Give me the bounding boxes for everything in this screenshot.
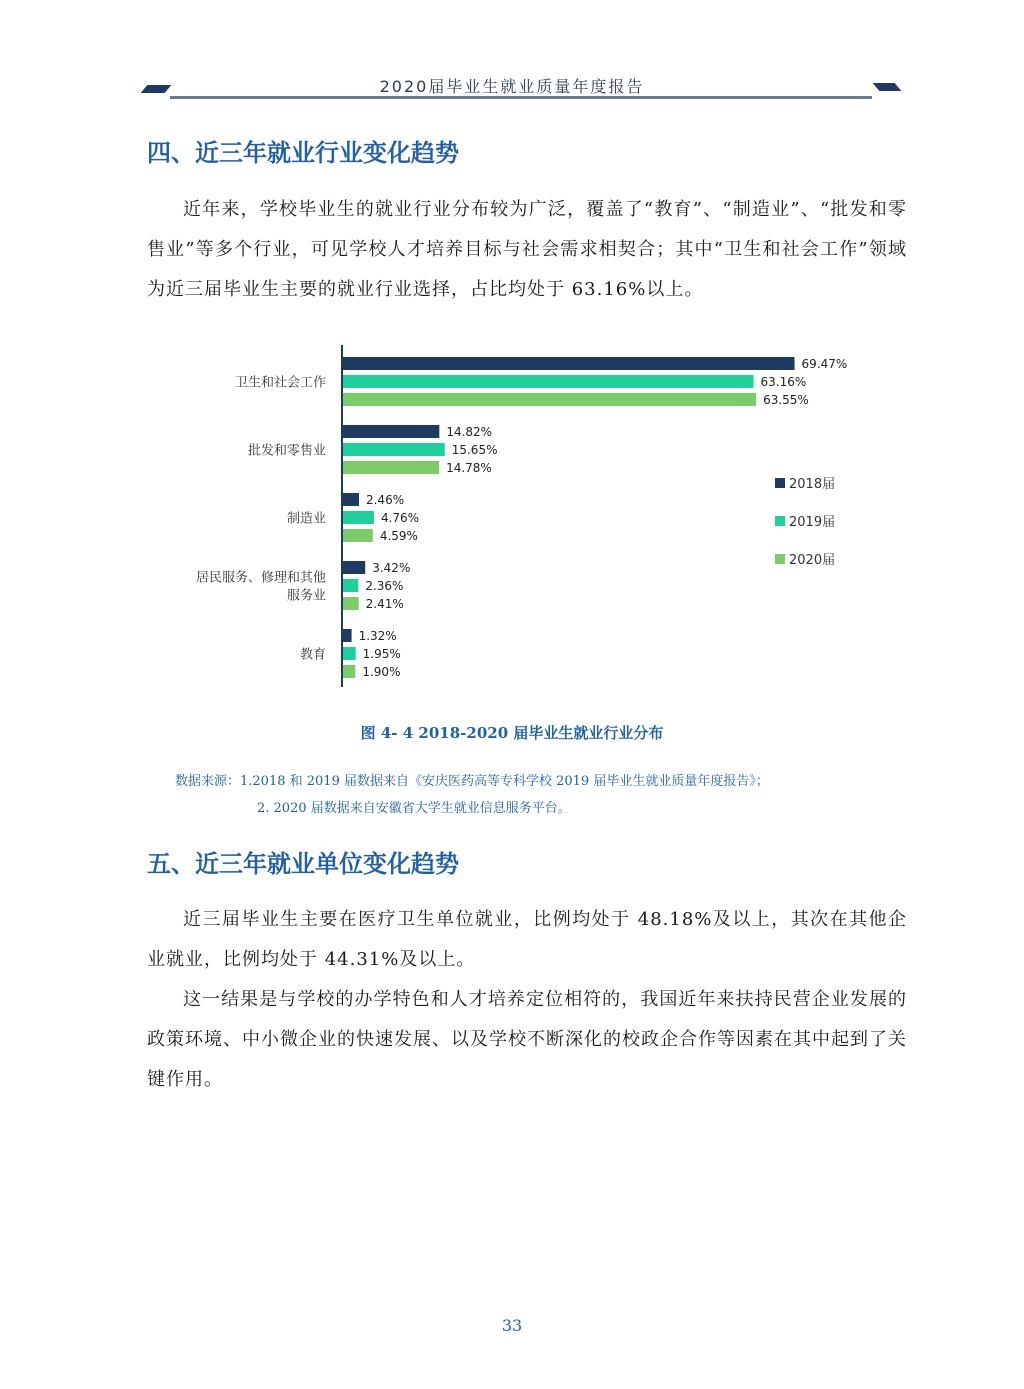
data-label: 15.65% <box>451 443 498 457</box>
legend-label: 2020届 <box>789 553 836 568</box>
bar <box>343 629 352 642</box>
bar <box>343 393 756 406</box>
category-label: 居民服务、修理和其他 <box>195 570 326 586</box>
bar <box>343 579 358 592</box>
industry-chart <box>130 335 890 695</box>
figure-source-line2: 2. 2020 届数据来自安徽省大学生就业信息服务平台。 <box>257 801 571 816</box>
page-number: 33 <box>501 1316 523 1335</box>
data-label: 14.82% <box>446 425 493 439</box>
legend-swatch <box>775 516 785 526</box>
bar <box>343 443 445 456</box>
bar <box>343 529 373 542</box>
bar <box>343 493 359 506</box>
data-label: 63.16% <box>760 375 807 389</box>
data-label: 1.90% <box>362 665 401 679</box>
section5-paragraph2: 这一结果是与学校的办学特色和人才培养定位相符的，我国近年来扶持民营企业发展的政策环境、中小微企业的快速发展、以及学校不断深化的校政企合作等因素在其中起到了关键作用。 <box>147 989 907 1090</box>
page-header <box>0 0 1024 110</box>
bar <box>343 561 365 574</box>
legend-label: 2018届 <box>789 477 836 492</box>
data-label: 2.46% <box>365 493 405 507</box>
category-label: 卫生和社会工作 <box>234 375 326 391</box>
legend-swatch <box>775 554 785 564</box>
section4-heading: 四、近三年就业行业变化趋势 <box>147 139 459 167</box>
data-label: 1.95% <box>362 647 401 661</box>
header-title: 2020届毕业生就业质量年度报告 <box>379 77 645 96</box>
data-label: 63.55% <box>763 393 809 407</box>
industry-bar-chart <box>130 335 890 695</box>
data-label: 4.59% <box>379 529 418 543</box>
bar <box>343 357 795 370</box>
category-label: 批发和零售业 <box>247 443 326 459</box>
bar <box>343 511 374 524</box>
legend-swatch <box>775 478 785 488</box>
category-label: 教育 <box>299 647 326 663</box>
section5-heading: 五、近三年就业单位变化趋势 <box>147 850 459 878</box>
data-label: 3.42% <box>372 561 411 575</box>
data-label: 69.47% <box>801 357 848 371</box>
bar <box>343 461 439 474</box>
data-label: 2.36% <box>365 579 404 593</box>
bar <box>343 665 355 678</box>
bar <box>343 647 356 660</box>
section5-paragraph1: 近三届毕业生主要在医疗卫生单位就业，比例均处于 48.18%及以上，其次在其他企业就业，比例均处于 44.31%及以上。 <box>147 909 907 970</box>
data-label: 4.76% <box>380 511 420 525</box>
figure-source-line1: 数据来源：1.2018 和 2019 届数据来自《安庆医药高等专科学校 2019 届毕业生就业质量年度报告》； <box>175 774 769 789</box>
data-label: 2.41% <box>365 597 404 611</box>
header-rule <box>170 96 872 99</box>
data-label: 1.32% <box>358 629 397 643</box>
data-label: 14.78% <box>446 461 492 475</box>
legend-label: 2019届 <box>789 515 836 530</box>
category-label: 制造业 <box>286 511 326 527</box>
bar <box>343 425 439 438</box>
category-label: 服务业 <box>286 588 326 604</box>
bar <box>343 375 754 388</box>
section4-paragraph: 近年来，学校毕业生的就业行业分布较为广泛，覆盖了“教育”、“制造业”、“批发和零售业”等多个行业，可见学校人才培养目标与社会需求相契合；其中“卫生和社会工作”领域为近三届毕业生主要的就业行业选择，占比均处于 63.16%以上。 <box>147 199 907 300</box>
figure-caption: 图 4- 4 2018-2020 届毕业生就业行业分布 <box>360 724 664 742</box>
bar <box>343 597 359 610</box>
